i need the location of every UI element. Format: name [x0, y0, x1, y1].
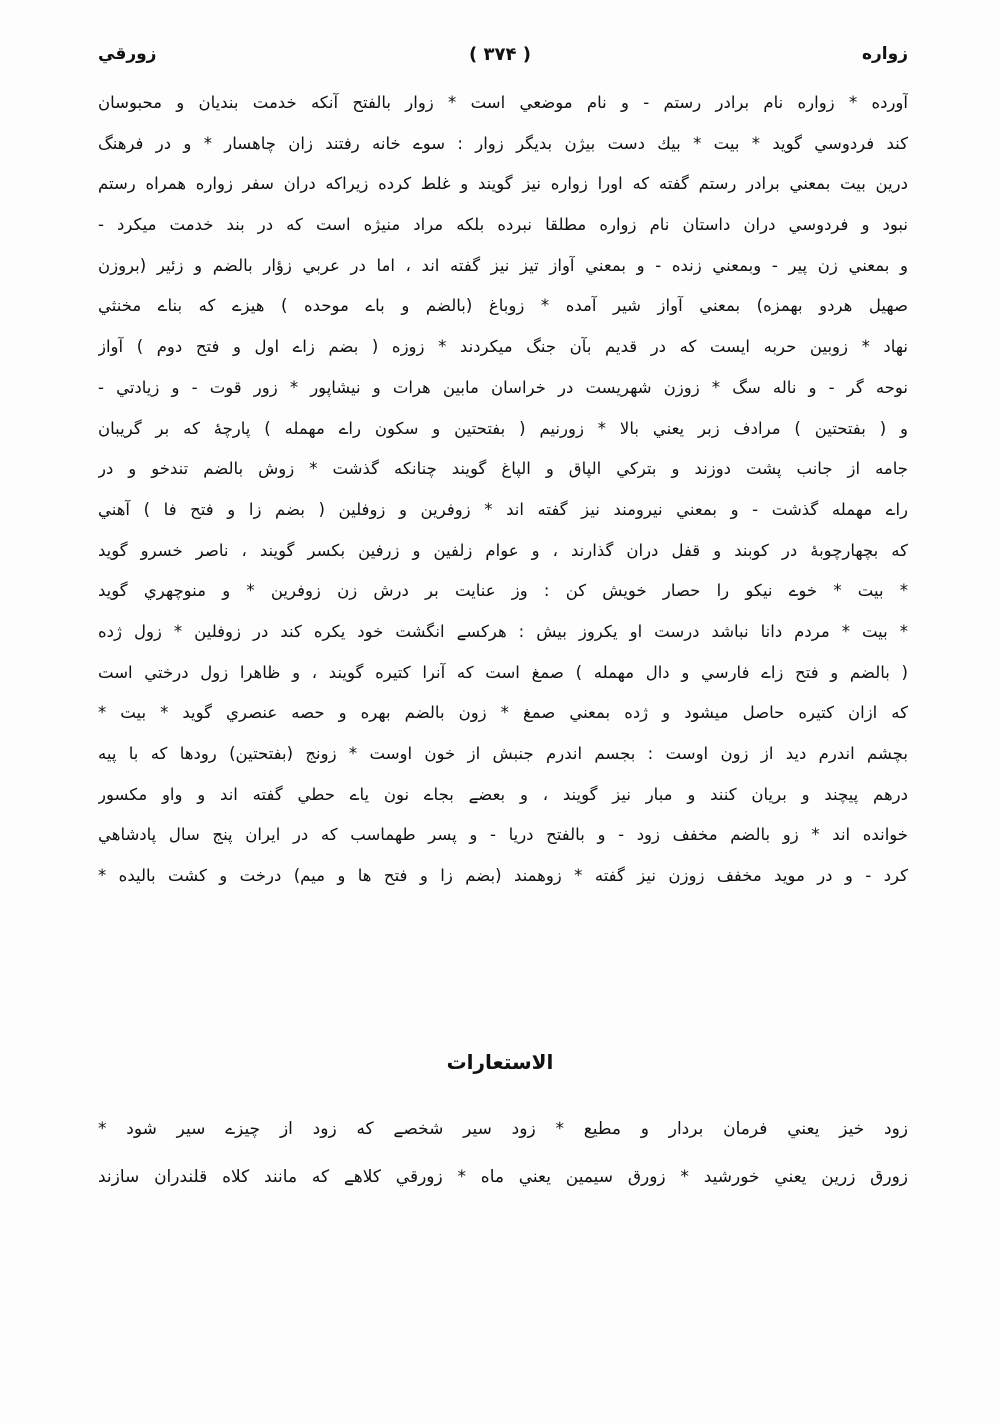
text-line: درهم پيچند و بريان كنند و مبار نيز گويند ، و بعضے بجاے نون ياے حطي گفته اند و واو مكسور: [98, 784, 908, 804]
text-line: ( بالضم و فتح زاے فارسي و دال مهمله ) صمغ است كه آنرا كتيره گويند ، و ظاهرا زول درختي است: [98, 662, 908, 682]
text-line: زورق زرين يعني خورشيد * زورق سيمين يعني ماه * زورقي كلاهے كه مانند كلاه قلندران سازند: [98, 1167, 908, 1187]
text-line: جامه از جانب پشت دوزند و بتركي الپاق و الپاغ گويند چنانكه گذشت * زوش بالضم تندخو و در: [98, 459, 908, 479]
text-line: نبود و فردوسي دران داستان نام زواره مطلقا نبرده بلكه مراد منيژه است كه در بند خدمت ميكرد -: [98, 215, 908, 235]
page-number: ( ۳۷۴ ): [469, 44, 531, 65]
section-heading: الاستعارات: [446, 1050, 554, 1074]
text-line: و بمعني زن پير - وبمعني زنده - و بمعني آواز تيز نيز گفته اند ، اما در عربي زؤار بالضم و زئير (بروزن: [98, 255, 908, 275]
text-line: راے مهمله گذشت - و بمعني نيرومند نيز گفته اند * زوفرين و زوفلين ( بضم زا و فتح فا ) آهني: [98, 499, 908, 519]
header-first-entry: زواره: [861, 44, 908, 64]
header-last-entry: زورقي: [98, 44, 157, 64]
text-line: * بيت * مردم دانا نباشد درست او يكروز بيش : هركسے انگشت خود يكره كند در زوفلين * زول ژده: [98, 621, 908, 641]
text-line: آورده * زواره نام برادر رستم - و نام موضعي است * زوار بالفتح آنكه خدمت بنديان و محبوسان: [98, 93, 908, 112]
text-line: كه بچهارچوبۀ در كوبند و قفل دران گذارند ، و عوام زلفين و زرفين بكسر گويند ، ناصر خسرو گويد: [98, 540, 908, 560]
text-line: بچشم اندرم ديد از زون اوست : بجسم اندرم جنبش از خون اوست * زونج (بفتحتين) رودها كه با پيه: [98, 744, 908, 763]
body-text: [98, 86, 908, 900]
text-line: كند فردوسي گويد * بيت * بيك دست بيژن بديگر زوار : سوے خانه رفتند زان چاهسار * و در فرهنگ: [98, 133, 908, 153]
text-line: درين بيت بمعني برادر رستم گفته كه اورا زواره نيز گويند و غلط كرده زيراكه دران سفر زواره همراه رستم: [98, 174, 908, 194]
text-line: * بيت * خوے نيكو را حصار خويش كن : وز عنايت بر درش زن زوفرين * و منوچهري گويد: [98, 581, 908, 601]
text-line: زود خيز يعني فرمان بردار و مطيع * زود سير شخصے كه زود از چيزے سير شود *: [98, 1119, 908, 1139]
text-line: خوانده اند * زو بالضم مخفف زود - و بالفتح دريا - و پسر طهماسب كه در ايران پنج سال پادشاهي: [98, 825, 908, 845]
section-text: [98, 1112, 908, 1208]
text-line: كه ازان كتيره حاصل ميشود و ژده بمعني صمغ * زون بالضم بهره و حصه عنصري گويد * بيت *: [98, 703, 908, 723]
text-line: كرد - و در مويد مخفف زوزن نيز گفته * زوهمند (بضم زا و فتح ها و ميم) درخت و كشت باليده *: [98, 866, 908, 886]
text-line: نوحه گر - و ناله سگ * زوزن شهريست در خراسان مابين هرات و نيشاپور * زور قوت - و زيادتي -: [98, 377, 908, 397]
text-line: نهاد * زوبين حربه ايست كه در قديم بآن جنگ ميكردند * زوزه ( بضم زاے اول و فتح دوم ) آواز: [98, 337, 908, 357]
text-line: صهيل هردو بهمزه) بمعني آواز شير آمده * زوباغ (بالضم و باے موحده ) هيزے كه بناے مخنثي: [98, 296, 908, 316]
text-line: و ( بفتحتين ) مرادف زبر يعني بالا * زورنيم ( بفتحتين و سكون راے مهمله ) پارچۀ كه بر گريبان: [98, 418, 908, 438]
